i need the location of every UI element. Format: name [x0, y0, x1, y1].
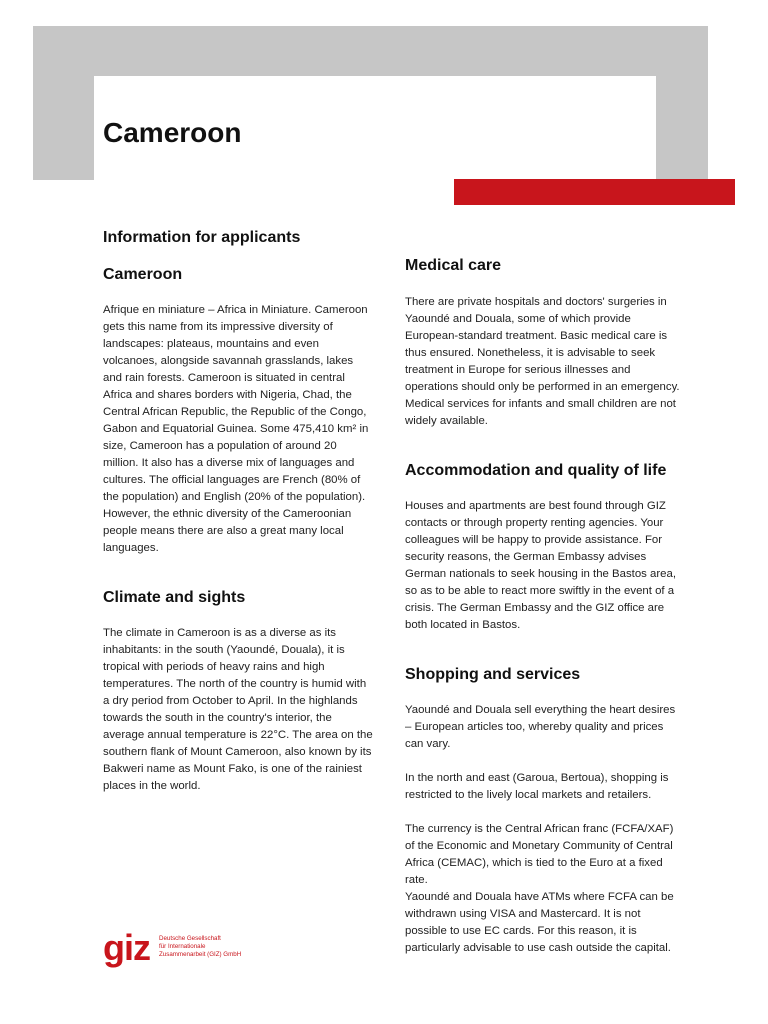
paragraph-shopping-4: Yaoundé and Douala have ATMs where FCFA can be withdrawn using VISA and Mastercard. It is not possible to use EC cards. For this reason, it is particularly advisable to use cash outside the capital. [405, 891, 674, 954]
accent-bar [454, 179, 735, 205]
paragraph-shopping-3: The currency is the Central African franc (FCFA/XAF) of the Economic and Monetary Community of Central Africa (CEMAC), which is tied to the Euro at a fixed rate. [405, 823, 674, 886]
heading-shopping: Shopping and services [405, 666, 581, 683]
heading-accommodation: Accommodation and quality of life [405, 462, 667, 479]
giz-logo-line-1: Deutsche Gesellschaft [159, 935, 221, 942]
giz-logo-mark: giz [103, 927, 150, 968]
giz-logo [103, 928, 273, 972]
right-column [405, 256, 680, 957]
giz-logo-line-3: Zusammenarbeit (GIZ) GmbH [159, 951, 242, 958]
section-heading-information: Information for applicants [103, 229, 301, 246]
paragraph-medical-care: There are private hospitals and doctors' surgeries in Yaoundé and Douala, some of which provide European-standard treatment. Basic medical care is thus ensured. Nonetheless, it is advisable to seek treatment in Europe for serious illnesses and operations should only be performed in an emergency. Medical services for infants and small children are not widely available. [405, 296, 680, 427]
giz-logo-line-2: für Internationale [159, 943, 206, 950]
paragraph-shopping-1: Yaoundé and Douala sell everything the heart desires – European articles too, whereby quality and prices can vary. [405, 704, 676, 750]
paragraph-accommodation: Houses and apartments are best found through GIZ contacts or through property renting agencies. Your colleagues will be happy to provide assistance. For security reasons, the German Embassy advises German nationals to seek housing in the Bastos area, so as to be able to react more swiftly in the event of a crisis. The German Embassy and the GIZ office are both located in Bastos. [405, 500, 677, 631]
heading-medical-care: Medical care [405, 257, 502, 274]
heading-climate: Climate and sights [103, 589, 246, 606]
paragraph-shopping-2: In the north and east (Garoua, Bertoua), shopping is restricted to the lively local markets and retailers. [405, 772, 669, 801]
heading-cameroon: Cameroon [103, 266, 183, 283]
left-column [103, 228, 375, 795]
paragraph-climate: The climate in Cameroon is as a diverse as its inhabitants: in the south (Yaoundé, Douala), it is tropical with periods of heavy rains and high temperatures. The north of the country is humid with a dry period from October to April. In the highlands towards the south in the country's interior, the average annual temperature is 22°C. The area on the southern flank of Mount Cameroon, also known by its Bakweri name as Mount Fako, is one of the rainiest places in the world. [103, 627, 373, 792]
giz-logo-text [159, 935, 241, 959]
page-title: Cameroon [103, 117, 242, 148]
paragraph-cameroon: Afrique en miniature – Africa in Miniature. Cameroon gets this name from its impressive diversity of landscapes: plateaus, mountains and even volcanoes, alongside savannah grasslands, lakes and rain forests. Cameroon is situated in central Africa and shares borders with Nigeria, Chad, the Central African Republic, the Republic of the Congo, Gabon and Equatorial Guinea. Some 475,410 km² in size, Cameroon has a population of around 20 million. It also has a diverse mix of languages and cultures. The official languages are French (80% of the population) and English (20% of the population). However, the ethnic diversity of the Cameroonian people means there are also a great many local languages. [103, 304, 369, 554]
